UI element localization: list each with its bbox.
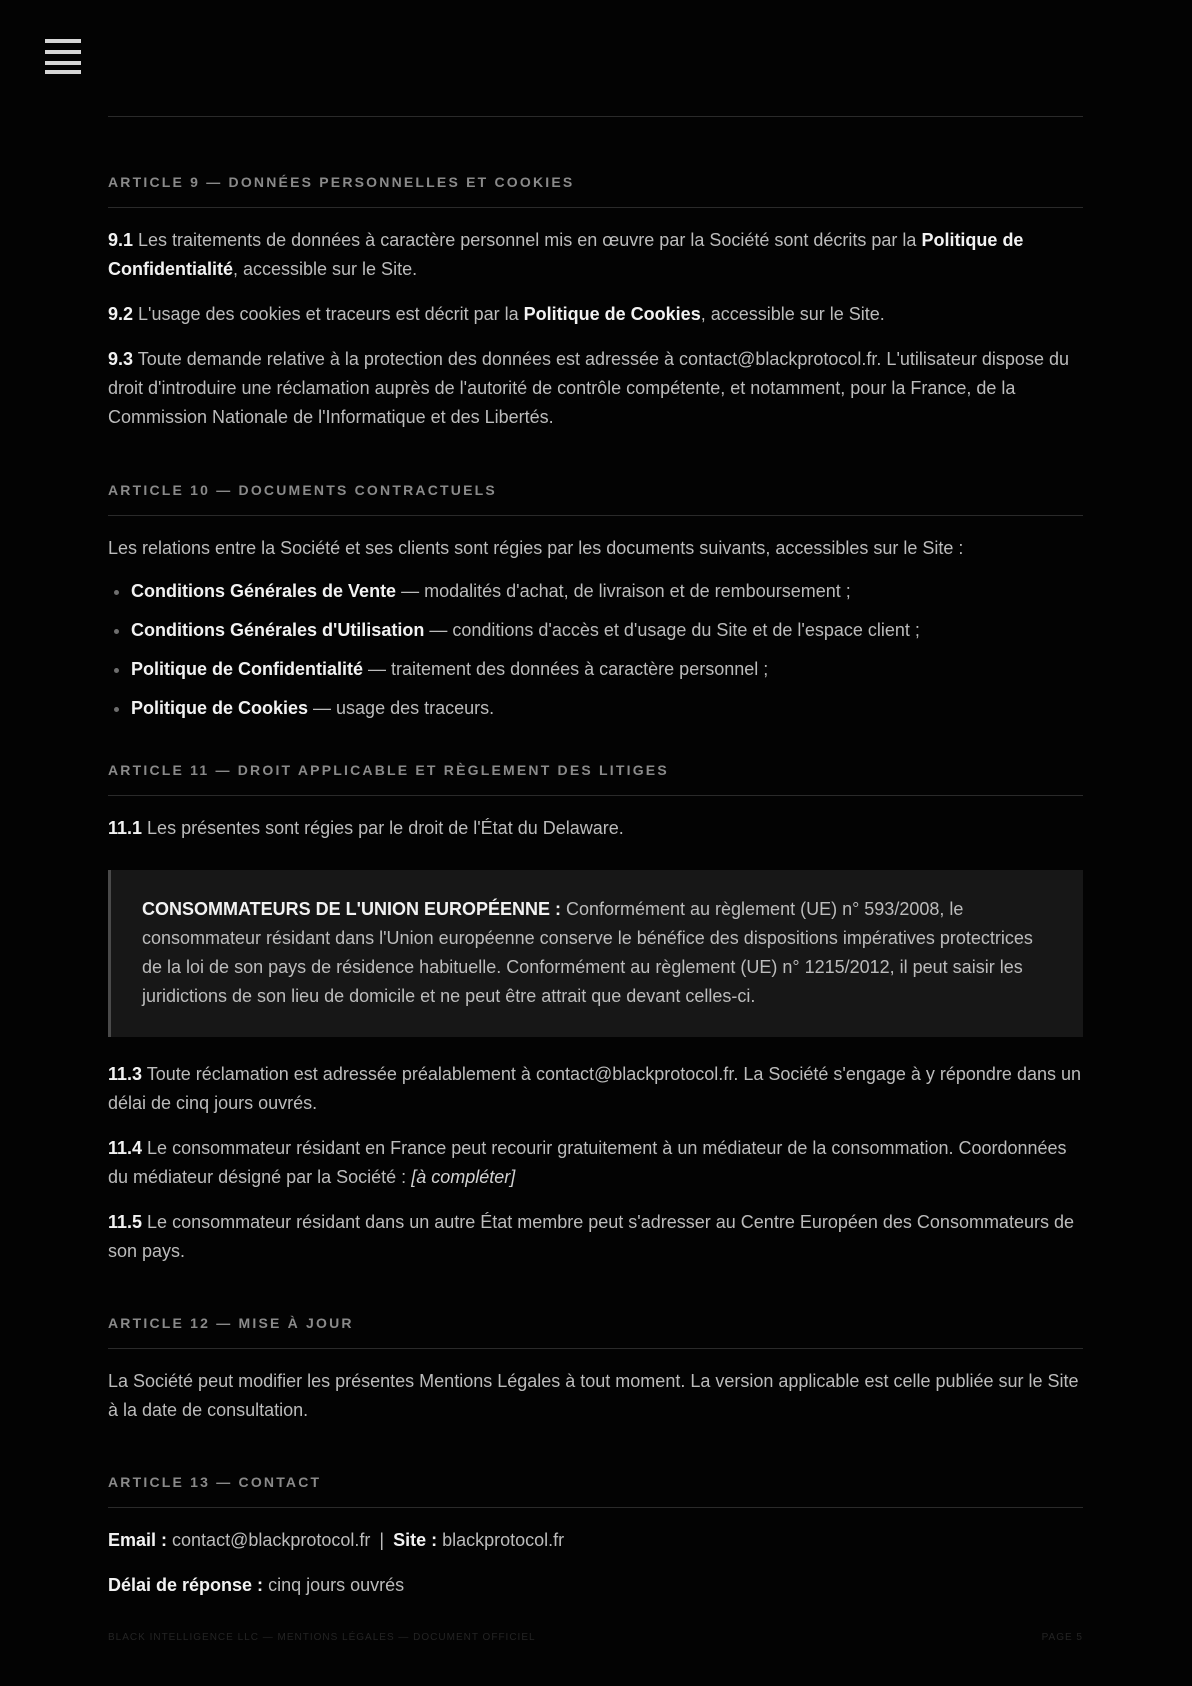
list-item — [108, 616, 1083, 645]
footer-page-number: PAGE 5 — [1041, 1632, 1083, 1643]
document-reference: Politique de Cookies — [523, 304, 701, 324]
menu-line — [45, 39, 81, 43]
menu-line — [45, 61, 81, 65]
hamburger-menu-icon[interactable] — [45, 39, 81, 75]
clause-text: , accessible sur le Site. — [233, 259, 418, 279]
article-13 — [108, 1474, 1083, 1600]
clause-9-1 — [108, 226, 1083, 284]
document-reference: Politique de Confidentialité — [108, 230, 1024, 279]
clause-9-3 — [108, 345, 1083, 432]
article-intro: Les relations entre la Société et ses clients sont régies par les documents suivants, accessibles sur le Site : — [108, 538, 964, 558]
clause-text: Toute réclamation est adressée préalablement à contact@blackprotocol.fr. La Société s'engage à y répondre dans un délai de cinq jours ouvrés. — [108, 1064, 1081, 1113]
article-title: ARTICLE 11 — DROIT APPLICABLE ET RÈGLEMENT DES LITIGES — [108, 762, 1083, 796]
document-description: — usage des traceurs. — [308, 698, 495, 718]
legal-document — [108, 116, 1083, 1600]
article-10 — [108, 482, 1083, 723]
menu-line — [45, 70, 81, 74]
document-name: Politique de Cookies — [131, 698, 309, 718]
article-12 — [108, 1315, 1083, 1425]
clause-number: 9.2 — [108, 304, 134, 324]
clause-number: 9.1 — [108, 230, 134, 250]
clause-number: 9.3 — [108, 349, 134, 369]
article-title: ARTICLE 9 — DONNÉES PERSONNELLES ET COOKIES — [108, 174, 1083, 208]
contact-line — [108, 1526, 1083, 1555]
document-list — [108, 577, 1083, 723]
clause-text: , accessible sur le Site. — [700, 304, 885, 324]
separator: | — [379, 1530, 385, 1550]
menu-line — [45, 50, 81, 54]
callout-label: CONSOMMATEURS DE L'UNION EUROPÉENNE : — [142, 899, 561, 919]
clause-11-1 — [108, 814, 1083, 843]
article-11 — [108, 762, 1083, 1266]
document-description: — traitement des données à caractère personnel ; — [363, 659, 769, 679]
site-link[interactable]: blackprotocol.fr — [437, 1530, 565, 1550]
clause-11-4 — [108, 1134, 1083, 1192]
clause-11-5 — [108, 1208, 1083, 1266]
placeholder-text: [à compléter] — [411, 1167, 516, 1187]
clause-number: 11.5 — [108, 1212, 143, 1232]
email-link[interactable]: contact@blackprotocol.fr — [167, 1530, 371, 1550]
response-delay-line — [108, 1571, 1083, 1600]
clause-text: Toute demande relative à la protection des données est adressée à contact@blackprotocol.fr. L'utilisateur dispose du droit d'introduire une réclamation auprès de l'autorité de contrôle compétente, et notamment, pour la France, de la Commission Nationale de l'Informatique et des Libertés. — [108, 349, 1069, 427]
document-name: Conditions Générales de Vente — [131, 581, 397, 601]
clause-text: Les traitements de données à caractère personnel mis en œuvre par la Société sont décrits par la — [133, 230, 922, 250]
callout-body: Conformément au règlement (UE) n° 593/2008, le consommateur résidant dans l'Union européenne conserve le bénéfice des dispositions impératives protectrices de la loi de son pays de résidence habituelle. Conformément au règlement (UE) n° 1215/2012, il peut saisir les juridictions de son lieu de domicile et ne peut être attrait que devant celles-ci. — [142, 899, 1033, 1006]
divider — [108, 116, 1083, 117]
eu-consumer-callout — [108, 870, 1083, 1037]
clause-9-2 — [108, 300, 1083, 329]
clause-number: 11.1 — [108, 818, 143, 838]
clause-text: L'usage des cookies et traceurs est décrit par la — [133, 304, 524, 324]
list-item — [108, 577, 1083, 606]
list-item — [108, 694, 1083, 723]
site-label: Site : — [393, 1530, 438, 1550]
callout-text — [142, 895, 1041, 1011]
document-description: — conditions d'accès et d'usage du Site et de l'espace client ; — [424, 620, 920, 640]
article-9 — [108, 174, 1083, 432]
clause-text: Le consommateur résidant en France peut recourir gratuitement à un médiateur de la consommation. Coordonnées du médiateur désigné par la Société : — [108, 1138, 1067, 1187]
email-label: Email : — [108, 1530, 168, 1550]
footer-document-label: BLACK INTELLIGENCE LLC — MENTIONS LÉGALES — DOCUMENT OFFICIEL — [108, 1632, 536, 1643]
clause-text: Les présentes sont régies par le droit de l'État du Delaware. — [142, 818, 624, 838]
article-title: ARTICLE 10 — DOCUMENTS CONTRACTUELS — [108, 482, 1083, 516]
clause-text: Le consommateur résidant dans un autre État membre peut s'adresser au Centre Européen des Consommateurs de son pays. — [108, 1212, 1074, 1261]
article-title: ARTICLE 12 — MISE À JOUR — [108, 1315, 1083, 1349]
document-description: — modalités d'achat, de livraison et de remboursement ; — [396, 581, 851, 601]
document-name: Politique de Confidentialité — [131, 659, 364, 679]
article-title: ARTICLE 13 — CONTACT — [108, 1474, 1083, 1508]
clause-number: 11.4 — [108, 1138, 143, 1158]
delay-label: Délai de réponse : — [108, 1575, 264, 1595]
article-text: La Société peut modifier les présentes Mentions Légales à tout moment. La version applicable est celle publiée sur le Site à la date de consultation. — [108, 1371, 1079, 1420]
delay-value: cinq jours ouvrés — [263, 1575, 405, 1595]
clause-number: 11.3 — [108, 1064, 143, 1084]
document-name: Conditions Générales d'Utilisation — [131, 620, 425, 640]
list-item — [108, 655, 1083, 684]
clause-11-3 — [108, 1060, 1083, 1118]
